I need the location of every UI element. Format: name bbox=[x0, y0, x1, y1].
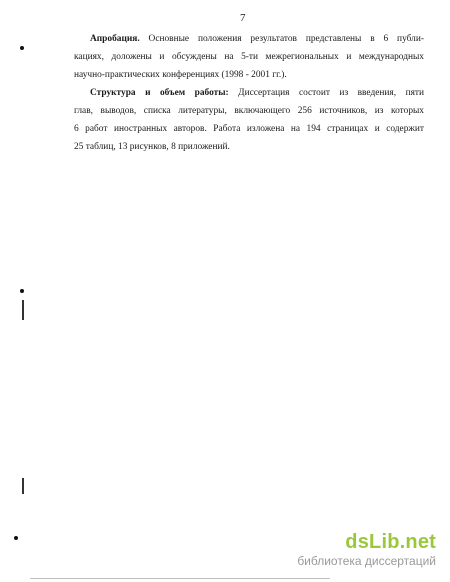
paragraph-line: научно-практических конференциях (1998 - 2001 гг.). bbox=[74, 70, 287, 80]
paragraph-line bbox=[74, 30, 424, 48]
watermark-subtitle: библиотека диссертаций bbox=[297, 554, 436, 568]
paragraph-structure bbox=[74, 84, 424, 156]
margin-punch-mark bbox=[20, 46, 24, 50]
page-number: 7 bbox=[240, 12, 246, 24]
paragraph-heading: Апробация. bbox=[90, 34, 140, 44]
page-bottom-edge bbox=[30, 578, 330, 579]
paragraph-text: Диссертация состоит из введения, пяти bbox=[238, 88, 425, 98]
dslib-logo[interactable] bbox=[297, 532, 436, 552]
margin-scan-mark bbox=[22, 478, 24, 494]
paragraph-line: глав, выводов, списка литературы, включающего 256 источников, из которых bbox=[74, 106, 424, 116]
dslib-watermark[interactable] bbox=[297, 532, 436, 568]
paragraph-text: Основные положения результатов представлены в 6 публи- bbox=[148, 34, 424, 44]
margin-punch-mark bbox=[20, 289, 24, 293]
margin-punch-mark bbox=[14, 536, 18, 540]
logo-net: .net bbox=[399, 531, 436, 553]
logo-lib: Lib bbox=[369, 531, 400, 553]
paragraph-line: 6 работ иностранных авторов. Работа изложена на 194 страницах и содержит bbox=[74, 124, 424, 134]
paragraph-line bbox=[74, 84, 424, 102]
paragraph-line: 25 таблиц, 13 рисунков, 8 приложений. bbox=[74, 142, 230, 152]
paragraph-approbation bbox=[74, 30, 424, 84]
logo-ds: ds bbox=[345, 531, 370, 553]
margin-scan-mark bbox=[22, 300, 24, 320]
paragraph-line: кациях, доложены и обсуждены на 5-ти межрегиональных и международных bbox=[74, 52, 424, 62]
paragraph-heading: Структура и объем работы: bbox=[90, 88, 229, 98]
